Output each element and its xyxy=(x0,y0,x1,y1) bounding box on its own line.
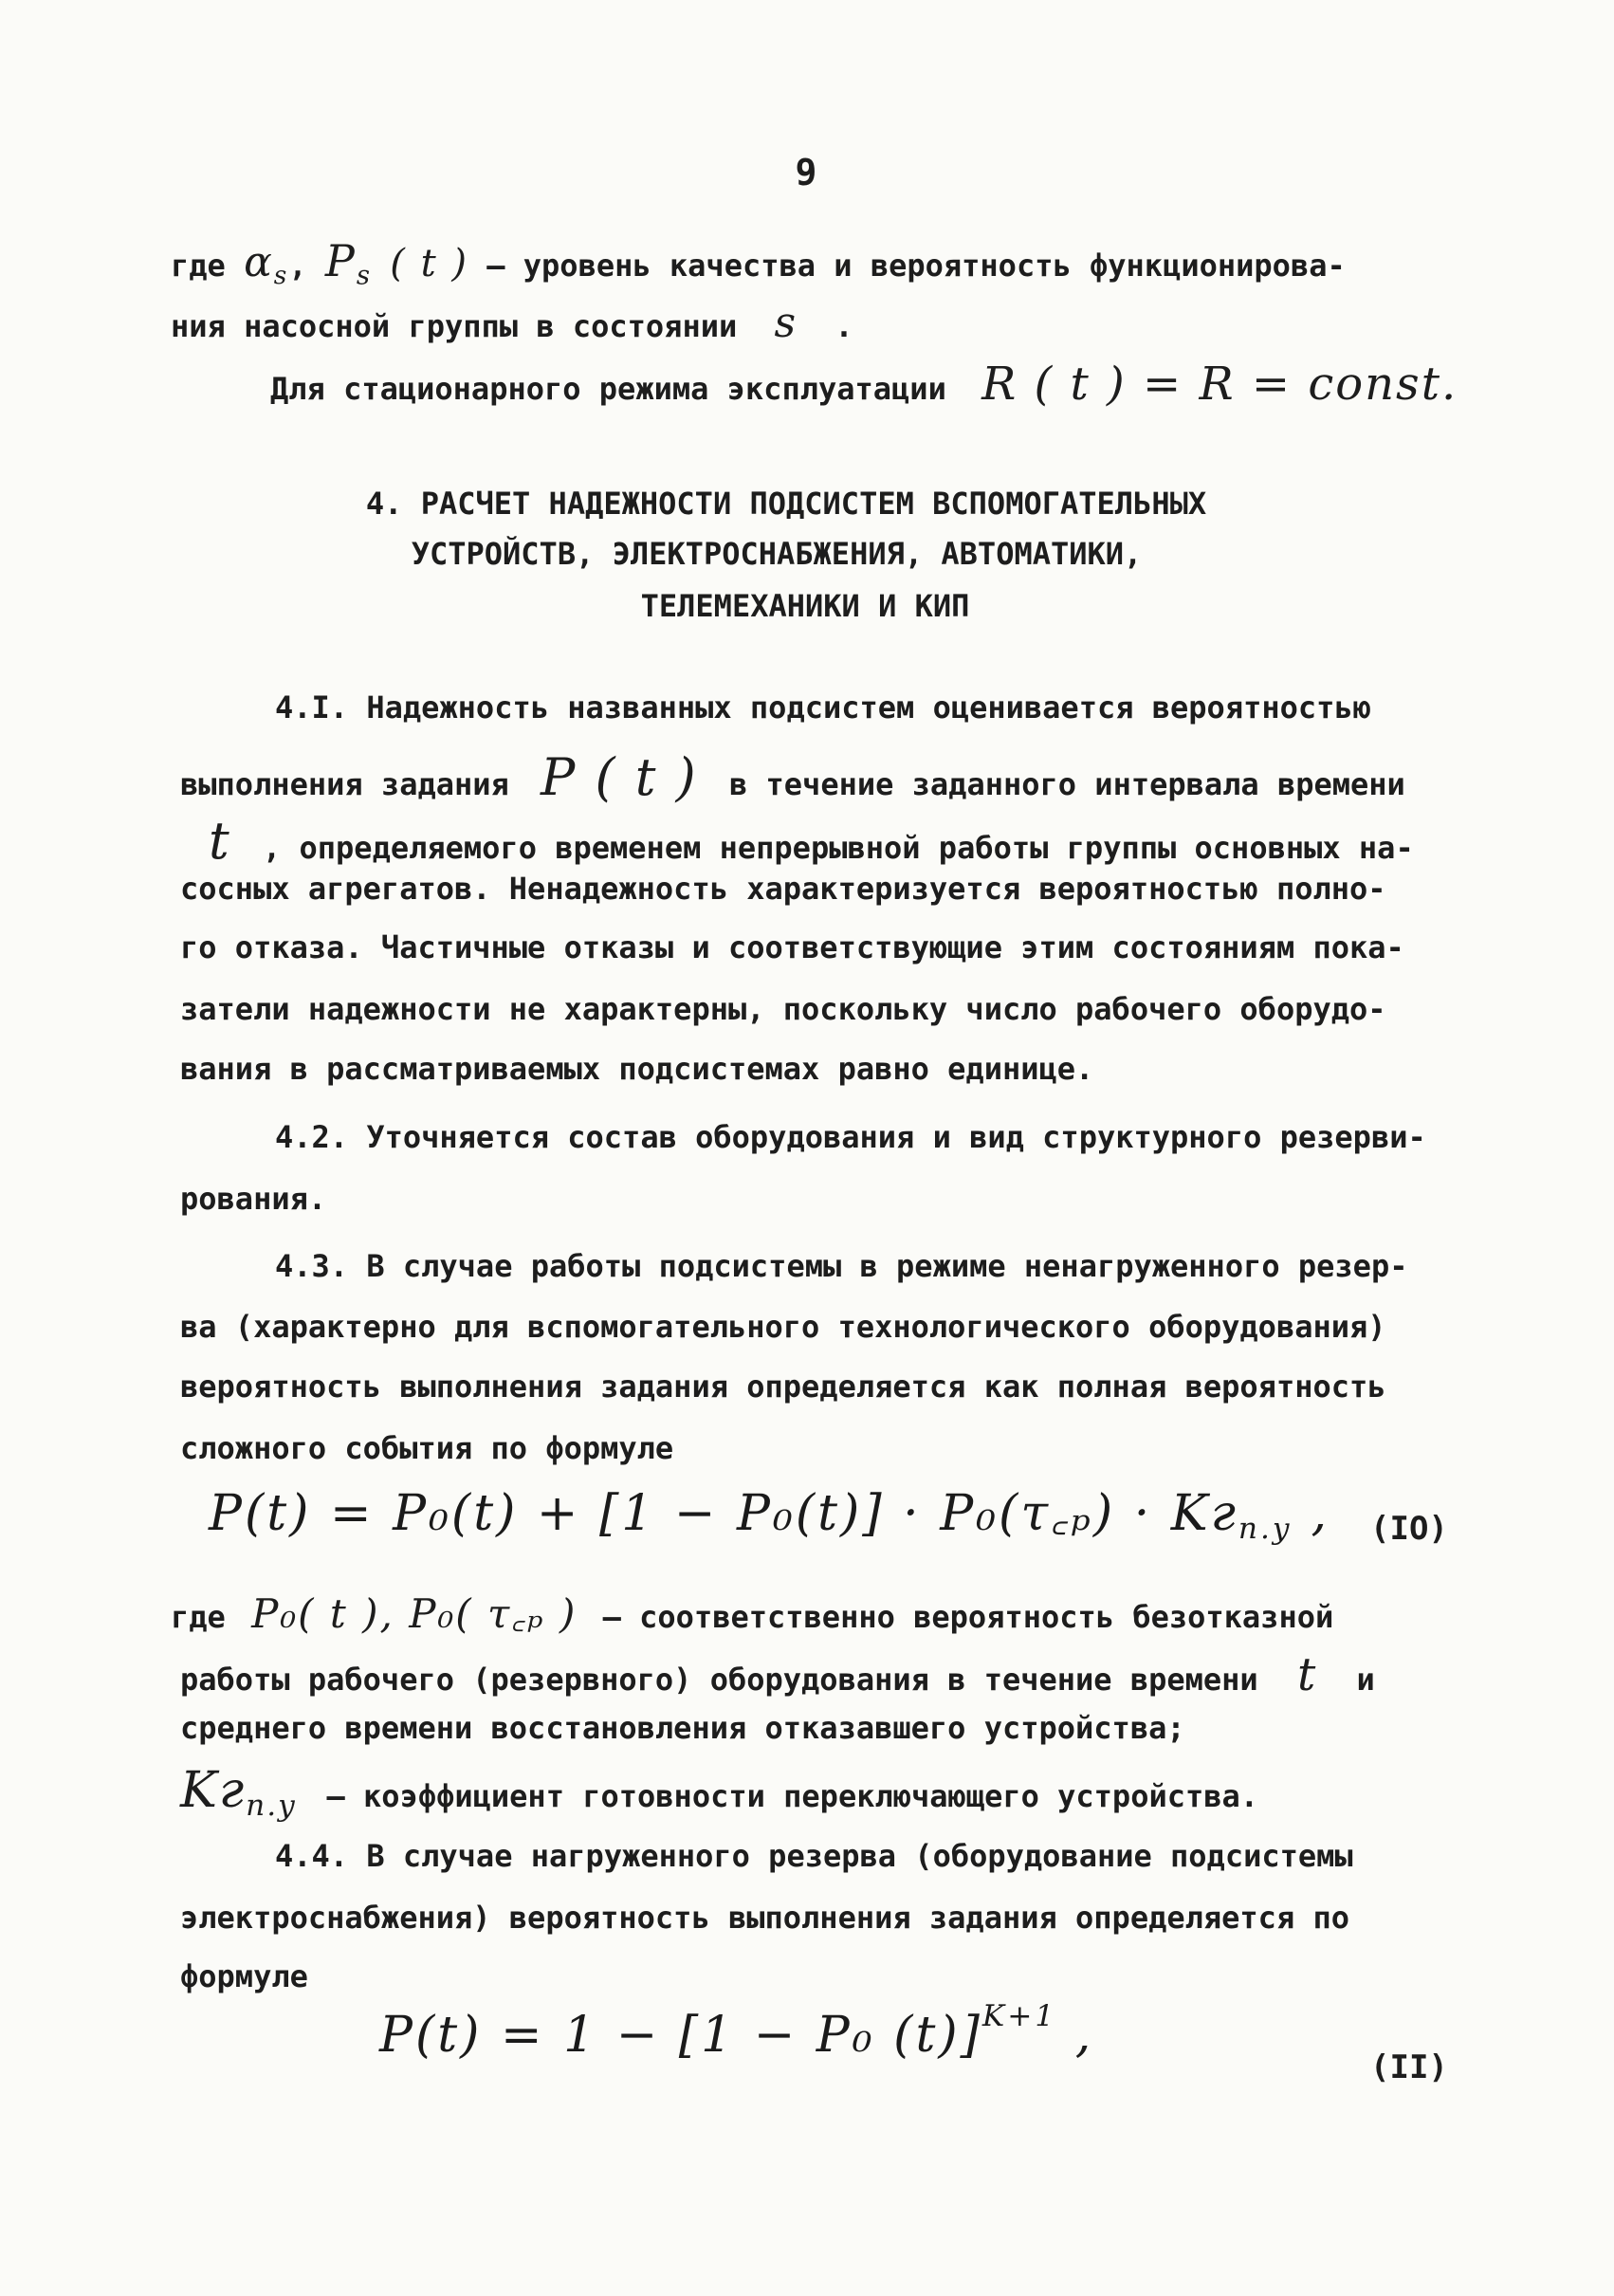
text-segment: – коэффициент готовности переключающего устройства. xyxy=(326,1778,1259,1814)
symbol-p-t: P ( t ) xyxy=(541,747,698,807)
text-line: 4.2. Уточняется состав оборудования и вид структурного резерви- xyxy=(275,1119,1426,1155)
text-line xyxy=(180,1762,1258,1823)
section-heading-line3: ТЕЛЕМЕХАНИКИ И КИП xyxy=(640,588,970,624)
text-comma: , xyxy=(288,248,307,284)
text-line: рования. xyxy=(180,1181,327,1217)
text-line: ва (характерно для вспомогательного технологического оборудования) xyxy=(180,1309,1386,1345)
text-line: формуле xyxy=(180,1958,308,1994)
text-segment: Для стационарного режима эксплуатации xyxy=(270,371,946,407)
text-line xyxy=(180,747,1405,807)
text-segment: работы рабочего (резервного) оборудования в течение времени xyxy=(180,1662,1258,1698)
text-line: вероятность выполнения задания определяется как полная вероятность xyxy=(180,1368,1386,1405)
text-line: затели надежности не характерны, поскольку число рабочего оборудо- xyxy=(180,991,1386,1027)
formula-10 xyxy=(209,1478,1330,1546)
equation-number-10: (IO) xyxy=(1370,1510,1448,1548)
text-line: электроснабжения) вероятность выполнения задания определяется по xyxy=(180,1900,1349,1936)
text-segment: выполнения задания xyxy=(180,766,509,802)
symbol-p0-list: P₀( t ), P₀( τ꜀ₚ ) xyxy=(251,1590,578,1637)
formula-const: R ( t ) = R = const. xyxy=(981,358,1458,411)
symbol-k-gpu: $Kг_{п.у}$ xyxy=(180,1762,298,1823)
text-line xyxy=(209,811,1414,871)
page-number: 9 xyxy=(795,152,817,193)
formula-11 xyxy=(379,1999,1093,2064)
text-segment: и xyxy=(1356,1662,1375,1698)
text-line: го отказа. Частичные отказы и соответствующие этим состояниям пока- xyxy=(180,929,1404,965)
text-line xyxy=(171,299,853,347)
text-line xyxy=(171,235,1346,290)
text-segment: , определяемого временем непрерывной работы группы основных на- xyxy=(262,830,1414,866)
symbol-s: s xyxy=(774,299,798,347)
text-segment: – соответственно вероятность безотказной xyxy=(602,1599,1334,1635)
formula-10-body: P(t) = P₀(t) + [1 − P₀(t)] · P₀(τ꜀ₚ) · Kг xyxy=(209,1485,1238,1542)
text-line: 4.3. В случае работы подсистемы в режиме ненагруженного резер- xyxy=(275,1248,1408,1284)
symbol-t: t xyxy=(209,811,231,871)
text-where: где xyxy=(171,248,226,284)
text-segment: в течение заданного интервала времени xyxy=(728,766,1405,802)
symbol-t: t xyxy=(1296,1648,1318,1701)
symbol-alpha-s: $\alpha_s$ xyxy=(244,238,289,290)
equation-number-11: (II) xyxy=(1370,2048,1448,2086)
symbol-p-s: $P_s$ xyxy=(324,235,372,291)
symbol-t-arg: ( t ) xyxy=(390,242,468,285)
text-period: . xyxy=(835,308,853,344)
text-line xyxy=(270,358,1458,411)
formula-11-exponent: K+1 xyxy=(981,1999,1057,2033)
formula-10-subscript: п.у xyxy=(1238,1512,1293,1546)
text-line xyxy=(180,1648,1375,1701)
text-segment: ния насосной группы в состоянии xyxy=(171,308,738,344)
formula-11-body: P(t) = 1 − [1 − P₀ (t)] xyxy=(379,2007,982,2064)
text-line: сложного события по формуле xyxy=(180,1430,674,1466)
text-line: вания в рассматриваемых подсистемах равно единице. xyxy=(180,1051,1094,1087)
text-line: сосных агрегатов. Ненадежность характеризуется вероятностью полно- xyxy=(180,871,1386,907)
section-heading-line2: УСТРОЙСТВ, ЭЛЕКТРОСНАБЖЕНИЯ, АВТОМАТИКИ, xyxy=(411,536,1143,572)
formula-10-comma: , xyxy=(1311,1485,1330,1542)
text-segment: – уровень качества и вероятность функционирова- xyxy=(486,248,1346,284)
text-line: 4.I. Надежность названных подсистем оценивается вероятностью xyxy=(275,689,1371,726)
text-line: среднего времени восстановления отказавшего устройства; xyxy=(180,1710,1185,1746)
formula-11-comma: , xyxy=(1074,2007,1094,2064)
text-line xyxy=(171,1586,1333,1640)
text-where: где xyxy=(171,1599,226,1635)
section-heading-line1: 4. РАСЧЕТ НАДЕЖНОСТИ ПОДСИСТЕМ ВСПОМОГАТЕЛЬНЫХ xyxy=(365,486,1207,522)
text-line: 4.4. В случае нагруженного резерва (оборудование подсистемы xyxy=(275,1838,1353,1874)
